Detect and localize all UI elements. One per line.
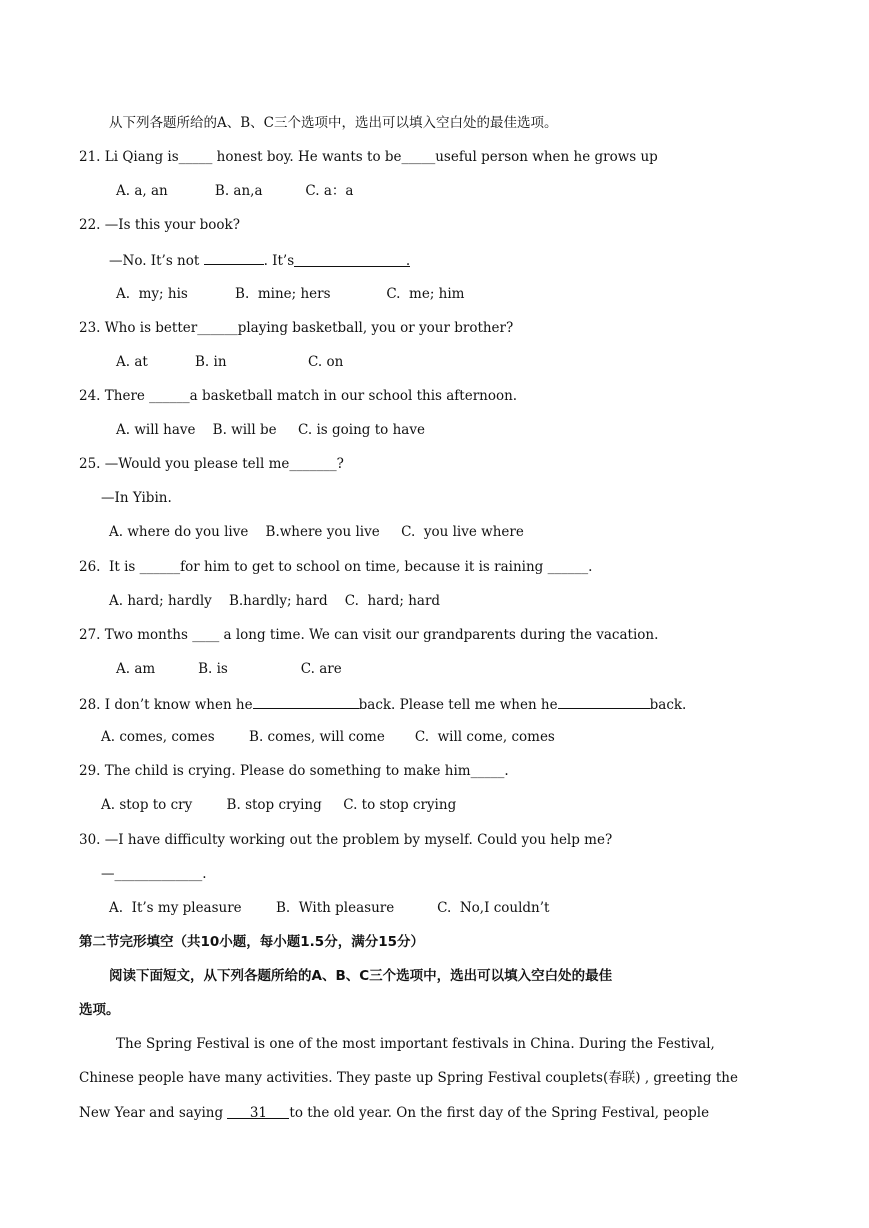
q22-reply-part3: . [405,253,411,269]
q22-reply-part1: —No. It’s not [109,253,204,269]
q29-stem: 29. The child is crying. Please do something to make him_____. [79,763,509,779]
q26-stem: 26. It is ______for him to get to school on time, because it is raining ______. [79,559,593,575]
q24-stem: 24. There ______a basketball match in our school this afternoon. [79,388,518,404]
q22-reply-part2: . It’s [263,253,295,269]
q30-reply: —_____________. [101,866,207,882]
q28-stem-part1: 28. I don’t know when he [79,697,253,713]
q28-options: A. comes, comes B. comes, will come C. will come, comes [101,729,555,745]
q22-stem: 22. —Is this your book? [79,217,240,233]
passage-line-2: Chinese people have many activities. They paste up Spring Festival couplets(春联) , greeting the [79,1070,738,1086]
q27-options: A. am B. is C. are [116,661,342,677]
section2-instruction-line2: 选项。 [79,1002,120,1018]
q23-options: A. at B. in C. on [116,354,344,370]
passage-line-3 [79,1104,709,1122]
section1-instruction: 从下列各题所给的A、B、C三个选项中，选出可以填入空白处的最佳选项。 [109,115,558,131]
passage-blank-31: 31 [227,1104,289,1119]
q26-options: A. hard; hardly B.hardly; hard C. hard; hard [109,593,441,609]
q25-options: A. where do you live B.where you live C. you live where [109,524,524,540]
q30-options: A. It’s my pleasure B. With pleasure C. No,I couldn’t [109,900,550,916]
q22-blank-2 [294,252,410,267]
q27-stem: 27. Two months ____ a long time. We can visit our grandparents during the vacation. [79,627,659,643]
q28-stem-part2: back. Please tell me when he [358,697,558,713]
q22-reply [109,250,410,270]
q30-stem: 30. —I have difficulty working out the problem by myself. Could you help me? [79,832,613,848]
passage-line-1: The Spring Festival is one of the most important festivals in China. During the Festival, [116,1036,715,1052]
q28-stem-part3: back. [649,697,687,713]
section2-instruction-line1: 阅读下面短文，从下列各题所给的A、B、C三个选项中，选出可以填入空白处的最佳 [109,968,613,984]
q28-blank-1 [253,694,359,709]
q23-stem: 23. Who is better______playing basketball, you or your brother? [79,320,514,336]
q24-options: A. will have B. will be C. is going to have [116,422,425,438]
q25-stem: 25. —Would you please tell me_______? [79,456,344,472]
q25-reply: —In Yibin. [101,490,172,506]
passage-line-3-part2: to the old year. On the first day of the Spring Festival, people [289,1105,710,1121]
q21-options: A. a, an B. an,a C. a：a [116,183,354,199]
q28-stem [79,694,686,714]
passage-line-3-part1: New Year and saying [79,1105,228,1121]
q22-blank-1 [204,250,264,265]
q28-blank-2 [558,694,650,709]
section2-heading: 第二节完形填空（共10小题，每小题1.5分，满分15分） [79,934,424,950]
q21-stem: 21. Li Qiang is_____ honest boy. He wants to be_____useful person when he grows up [79,149,658,165]
q22-options: A. my; his B. mine; hers C. me; him [116,286,465,302]
q29-options: A. stop to cry B. stop crying C. to stop crying [101,797,457,813]
